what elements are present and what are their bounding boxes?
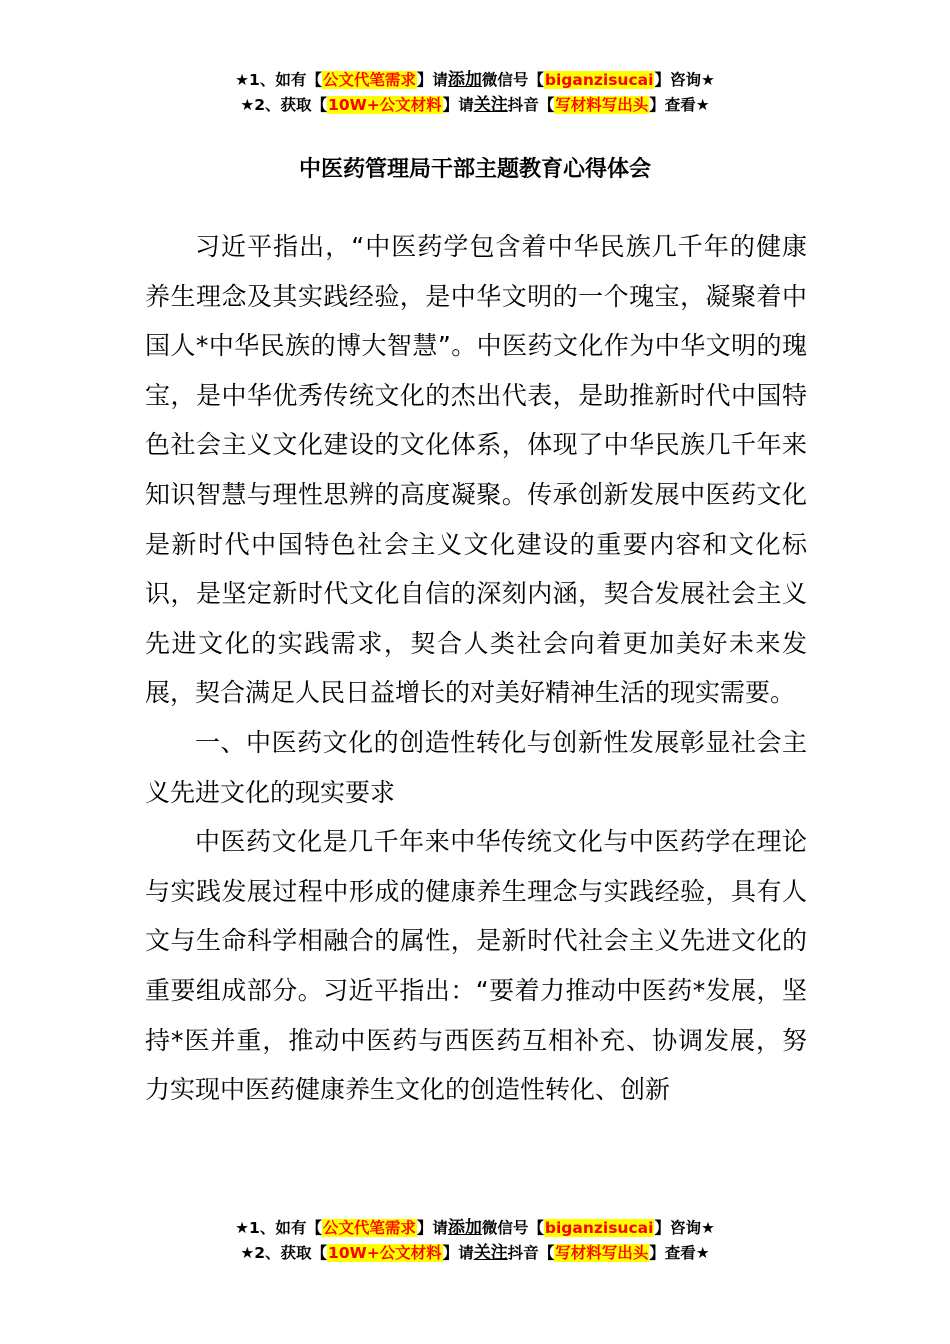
banner-text: 】查看	[649, 1244, 696, 1262]
highlight-materials: 10W+公文材料	[328, 96, 442, 114]
star-icon: ★	[240, 1244, 255, 1262]
star-icon: ★	[700, 1219, 715, 1237]
underlined-add: 添加	[447, 70, 482, 90]
highlight-materials: 10W+公文材料	[328, 1244, 442, 1262]
banner-text: 微信号【	[481, 1219, 544, 1237]
header-banner	[0, 68, 950, 118]
star-icon: ★	[235, 1219, 250, 1237]
highlight-wechat-id: biganzisucai	[544, 1219, 654, 1237]
header-banner-line-1	[0, 68, 950, 93]
header-banner-line-2	[0, 93, 950, 118]
star-icon: ★	[235, 71, 250, 89]
star-icon: ★	[695, 96, 710, 114]
banner-text: 抖音【	[507, 1244, 555, 1262]
highlight-ghostwriting: 公文代笔需求	[322, 1219, 416, 1237]
banner-text: 2、获取【	[254, 96, 328, 114]
banner-text: 】咨询	[654, 1219, 701, 1237]
paragraph-intro: 习近平指出，“中医药学包含着中华民族几千年的健康养生理念及其实践经验，是中华文明的一个瑰宝，凝聚着中国人*中华民族的博大智慧”。中医药文化作为中华文明的瑰宝，是中华优秀传统文化的杰出代表，是助推新时代中国特色社会主义文化建设的文化体系，体现了中华民族几千年来知识智慧与理性思辨的高度凝聚。传承创新发展中医药文化是新时代中国特色社会主义文化建设的重要内容和文化标识，是坚定新时代文化自信的深刻内涵，契合发展社会主义先进文化的实践需求，契合人类社会向着更加美好未来发展，契合满足人民日益增长的对美好精神生活的现实需要。	[145, 232, 807, 708]
underlined-follow: 关注	[473, 1243, 508, 1263]
underlined-add: 添加	[447, 1218, 482, 1238]
section-heading-1: 一、中医药文化的创造性转化与创新性发展彰显社会主义先进文化的现实要求	[145, 727, 807, 807]
star-icon: ★	[695, 1244, 710, 1262]
document-title: 中医药管理局干部主题教育心得体会	[298, 157, 651, 182]
paragraph-section-1: 中医药文化是几千年来中华传统文化与中医药学在理论与实践发展过程中形成的健康养生理念与实践经验，具有人文与生命科学相融合的属性，是新时代社会主义先进文化的重要组成部分。习近平指出：“要着力推动中医药*发展，坚持*医并重，推动中医药与西医药互相补充、协调发展，努力实现中医药健康养生文化的创造性转化、创新	[145, 827, 807, 1105]
highlight-ghostwriting: 公文代笔需求	[322, 71, 416, 89]
star-icon: ★	[240, 96, 255, 114]
footer-banner-line-2	[0, 1241, 950, 1266]
banner-text: 】查看	[649, 96, 696, 114]
footer-banner-line-1	[0, 1216, 950, 1241]
document-body	[145, 222, 807, 1115]
banner-text: 1、如有【	[249, 71, 322, 89]
highlight-wechat-id: biganzisucai	[544, 71, 654, 89]
banner-text: 】请	[442, 1244, 474, 1262]
underlined-follow: 关注	[473, 95, 508, 115]
banner-text: 】咨询	[654, 71, 701, 89]
banner-text: 2、获取【	[254, 1244, 328, 1262]
banner-text: 】请	[416, 71, 448, 89]
star-icon: ★	[700, 71, 715, 89]
footer-banner	[0, 1216, 950, 1266]
banner-text: 】请	[416, 1219, 448, 1237]
banner-text: 抖音【	[507, 96, 555, 114]
highlight-douyin-account: 写材料写出头	[555, 1244, 649, 1262]
highlight-douyin-account: 写材料写出头	[555, 96, 649, 114]
banner-text: 】请	[442, 96, 474, 114]
banner-text: 微信号【	[481, 71, 544, 89]
banner-text: 1、如有【	[249, 1219, 322, 1237]
